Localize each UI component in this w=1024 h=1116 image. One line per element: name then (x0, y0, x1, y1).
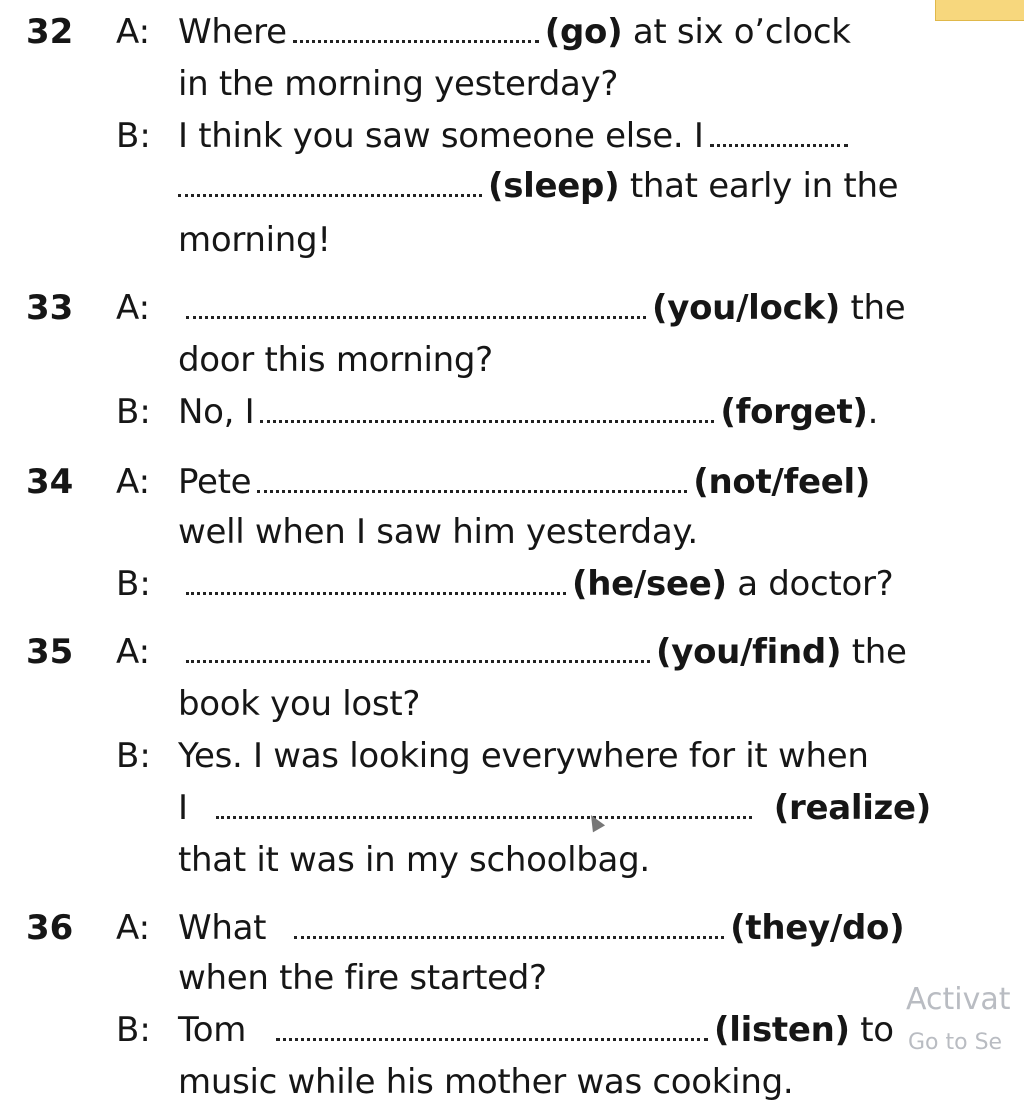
verb-cue: (you/lock) (652, 288, 841, 328)
exercise-number: 36 (26, 908, 74, 948)
activation-watermark: Activat (906, 982, 1011, 1017)
sentence-text: the (851, 632, 907, 672)
speaker-label: A: (116, 462, 151, 502)
exercise-34-a-line-1 (178, 462, 870, 502)
verb-cue: (realize) (773, 788, 932, 828)
exercise-33-a-line-2: door this morning? (178, 340, 493, 380)
answer-blank[interactable] (276, 1034, 708, 1041)
exercise-35-b-line-2 (178, 788, 931, 828)
speaker-label: A: (116, 632, 151, 672)
exercise-number: 34 (26, 462, 74, 502)
exercise-number: 32 (26, 12, 74, 52)
sentence-text: No, I (178, 392, 255, 432)
exercise-35-a-line-2: book you lost? (178, 684, 421, 724)
sentence-text: I (178, 788, 188, 828)
sentence-text: Pete (178, 462, 252, 502)
exercise-32-a-line-2: in the morning yesterday? (178, 64, 619, 104)
activation-watermark-subtitle: Go to Se (908, 1030, 1003, 1055)
speaker-label: A: (116, 908, 151, 948)
corner-tab (935, 0, 1024, 21)
sentence-text: What (178, 908, 267, 948)
verb-cue: (go) (544, 12, 623, 52)
exercise-number: 33 (26, 288, 74, 328)
exercise-33-b-line-1 (178, 392, 878, 432)
exercise-34-a-line-2: well when I saw him yesterday. (178, 512, 698, 552)
exercise-35-a-line-1 (178, 632, 907, 672)
verb-cue: (they/do) (730, 908, 905, 948)
answer-blank[interactable] (293, 36, 539, 43)
speaker-label: A: (116, 288, 151, 328)
speaker-label: B: (116, 736, 151, 776)
answer-blank[interactable] (186, 312, 646, 319)
exercise-number: 35 (26, 632, 74, 672)
exercise-36-a-line-1 (178, 908, 904, 948)
sentence-text: a doctor? (737, 564, 894, 604)
exercise-35-b-line-1: Yes. I was looking everywhere for it when (178, 736, 869, 776)
answer-blank[interactable] (710, 140, 848, 147)
answer-blank[interactable] (257, 486, 687, 493)
answer-blank[interactable] (260, 416, 714, 423)
speaker-label: B: (116, 1010, 151, 1050)
exercise-33-a-line-1 (178, 288, 905, 328)
exercise-32-b-line-2 (178, 166, 898, 206)
answer-blank[interactable] (294, 932, 724, 939)
answer-blank[interactable] (178, 190, 482, 197)
answer-blank[interactable] (186, 588, 566, 595)
sentence-text: the (850, 288, 906, 328)
exercise-36-b-line-2: music while his mother was cooking. (178, 1062, 794, 1102)
verb-cue: (listen) (714, 1010, 850, 1050)
verb-cue: (you/find) (656, 632, 842, 672)
answer-blank[interactable] (186, 656, 650, 663)
sentence-text: to (860, 1010, 894, 1050)
sentence-text: at six o’clock (632, 12, 851, 52)
exercise-34-b-line-1 (178, 564, 893, 604)
verb-cue: (he/see) (572, 564, 727, 604)
sentence-text: Tom (178, 1010, 247, 1050)
speaker-label: A: (116, 12, 151, 52)
answer-blank[interactable] (216, 812, 752, 819)
sentence-text: I think you saw someone else. I (178, 116, 704, 156)
speaker-label: B: (116, 392, 151, 432)
exercise-32-b-line-3: morning! (178, 220, 331, 260)
verb-cue: (forget) (720, 392, 868, 432)
exercise-32-a-line-1 (178, 12, 851, 52)
sentence-text: Where (178, 12, 287, 52)
verb-cue: (not/feel) (693, 462, 871, 502)
exercise-35-b-line-3: that it was in my schoolbag. (178, 840, 650, 880)
sentence-text: . (867, 392, 879, 432)
exercise-36-b-line-1 (178, 1010, 894, 1050)
speaker-label: B: (116, 116, 151, 156)
sentence-text: that early in the (629, 166, 899, 206)
exercise-32-b-line-1 (178, 116, 854, 156)
speaker-label: B: (116, 564, 151, 604)
verb-cue: (sleep) (488, 166, 620, 206)
exercise-36-a-line-2: when the fire started? (178, 958, 547, 998)
